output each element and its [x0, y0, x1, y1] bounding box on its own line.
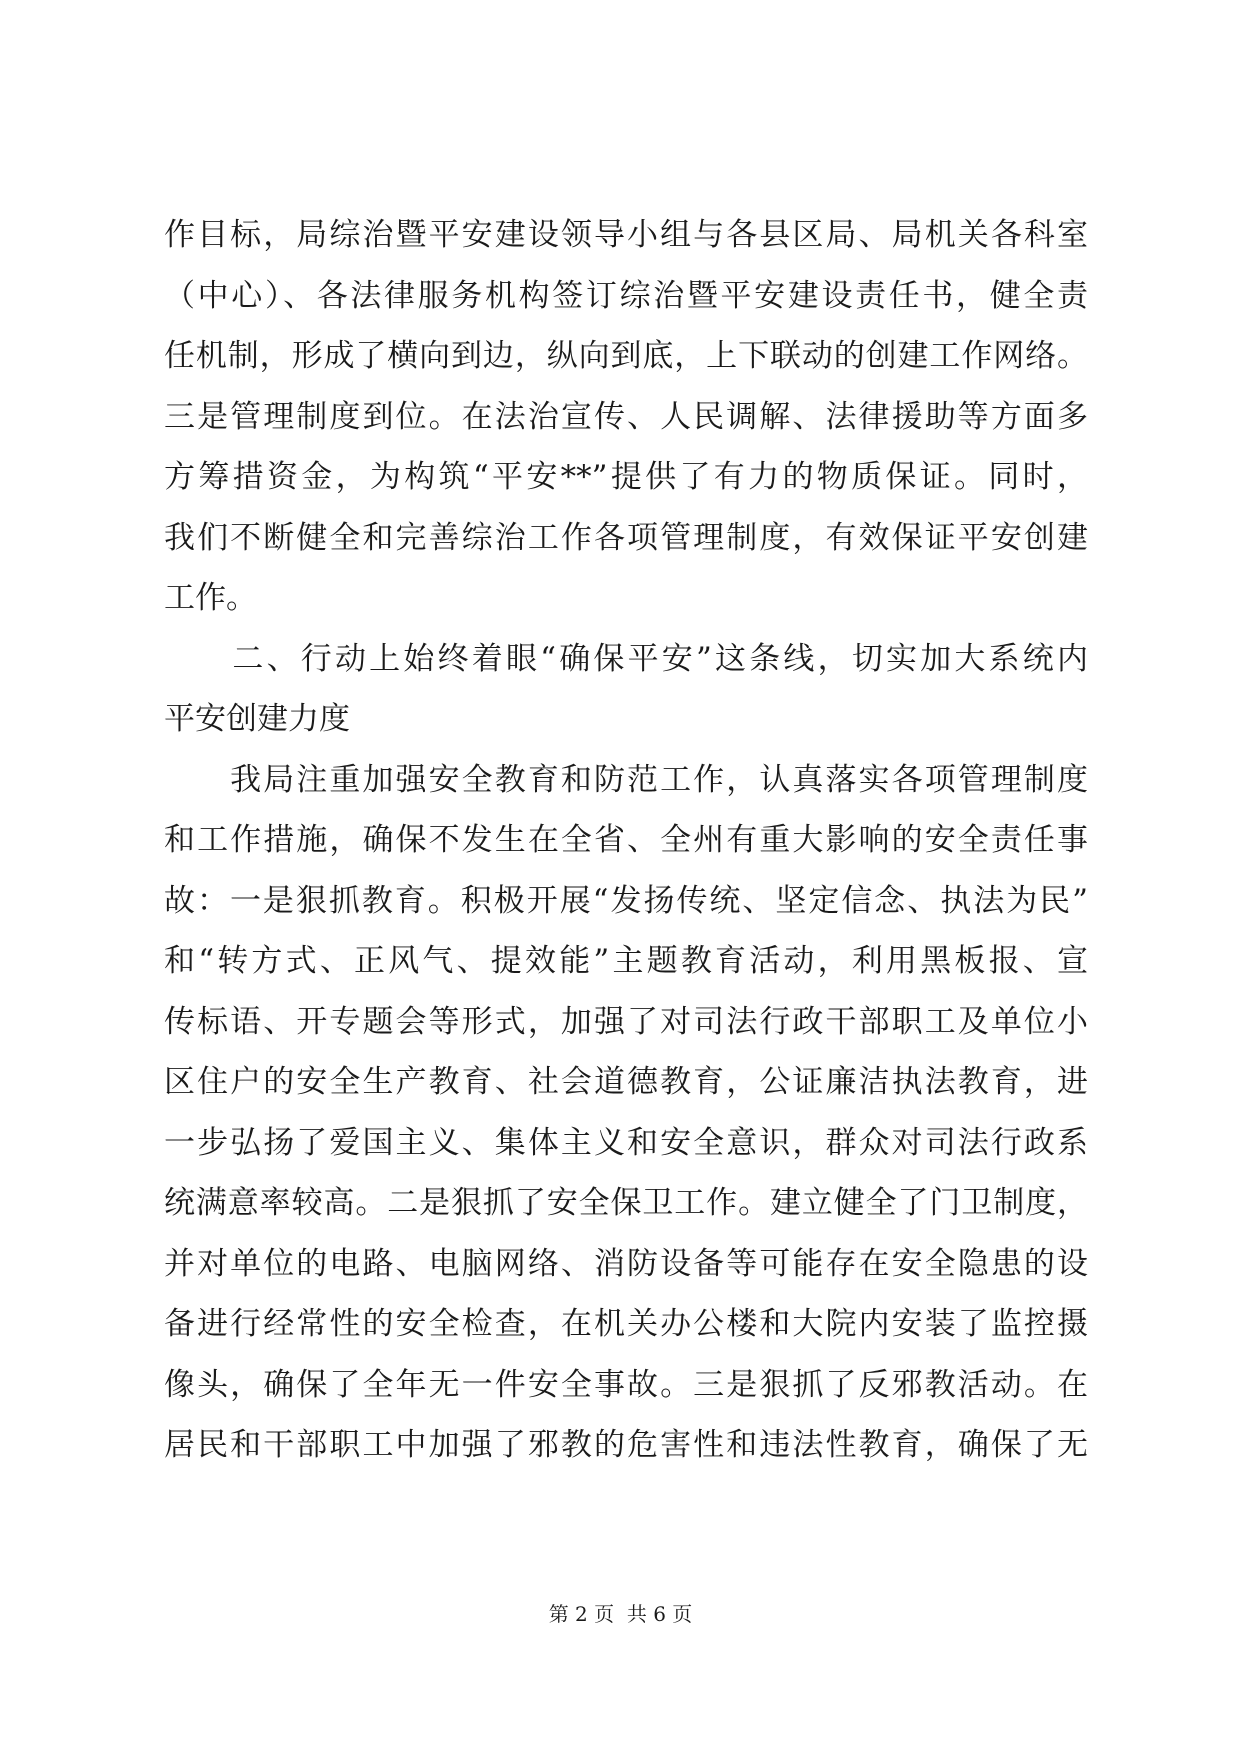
text-line: （中心）、各法律服务机构签订综治暨平安建设责任书，健全责 — [164, 277, 1088, 314]
text-line: 工作。 — [164, 580, 257, 616]
text-line: 作目标，局综治暨平安建设领导小组与各县区局、局机关各科室 — [164, 217, 1088, 253]
text-line: 统满意率较高。二是狠抓了安全保卫工作。建立健全了门卫制度， — [164, 1185, 1088, 1221]
text-line: 备进行经常性的安全检查，在机关办公楼和大院内安装了监控摄 — [164, 1306, 1088, 1342]
text-line: 居民和干部职工中加强了邪教的危害性和违法性教育，确保了无 — [164, 1427, 1088, 1463]
section-heading-line: 二、行动上始终着眼“确保平安”这条线，切实加大系统内 — [164, 640, 1088, 677]
text-line: 一步弘扬了爱国主义、集体主义和安全意识，群众对司法行政系 — [164, 1124, 1088, 1161]
text-line: 我们不断健全和完善综治工作各项管理制度，有效保证平安创建 — [164, 519, 1088, 556]
text-line: 像头，确保了全年无一件安全事故。三是狠抓了反邪教活动。在 — [164, 1366, 1088, 1403]
text-line: 并对单位的电路、电脑网络、消防设备等可能存在安全隐患的设 — [164, 1245, 1088, 1282]
page-footer — [0, 1600, 1241, 1628]
body-text — [164, 205, 1088, 1476]
text-line: 任机制，形成了横向到边，纵向到底，上下联动的创建工作网络。 — [164, 338, 1088, 374]
text-line: 传标语、开专题会等形式，加强了对司法行政干部职工及单位小 — [164, 1003, 1088, 1040]
text-line: 区住户的安全生产教育、社会道德教育，公证廉洁执法教育，进 — [164, 1064, 1088, 1100]
text-line: 和“转方式、正风气、提效能”主题教育活动，利用黑板报、宣 — [164, 943, 1088, 979]
text-line: 三是管理制度到位。在法治宣传、人民调解、法律援助等方面多 — [164, 398, 1088, 435]
text-line: 方筹措资金，为构筑“平安**”提供了有力的物质保证。同时， — [164, 459, 1088, 495]
text-line: 我局注重加强安全教育和防范工作，认真落实各项管理制度 — [164, 761, 1088, 798]
section-heading-line: 平安创建力度 — [164, 701, 350, 737]
text-line: 和工作措施，确保不发生在全省、全州有重大影响的安全责任事 — [164, 822, 1088, 858]
text-line: 故：一是狠抓教育。积极开展“发扬传统、坚定信念、执法为民” — [164, 882, 1088, 919]
page-number: 第 2 页 共 6 页 — [548, 1602, 693, 1626]
